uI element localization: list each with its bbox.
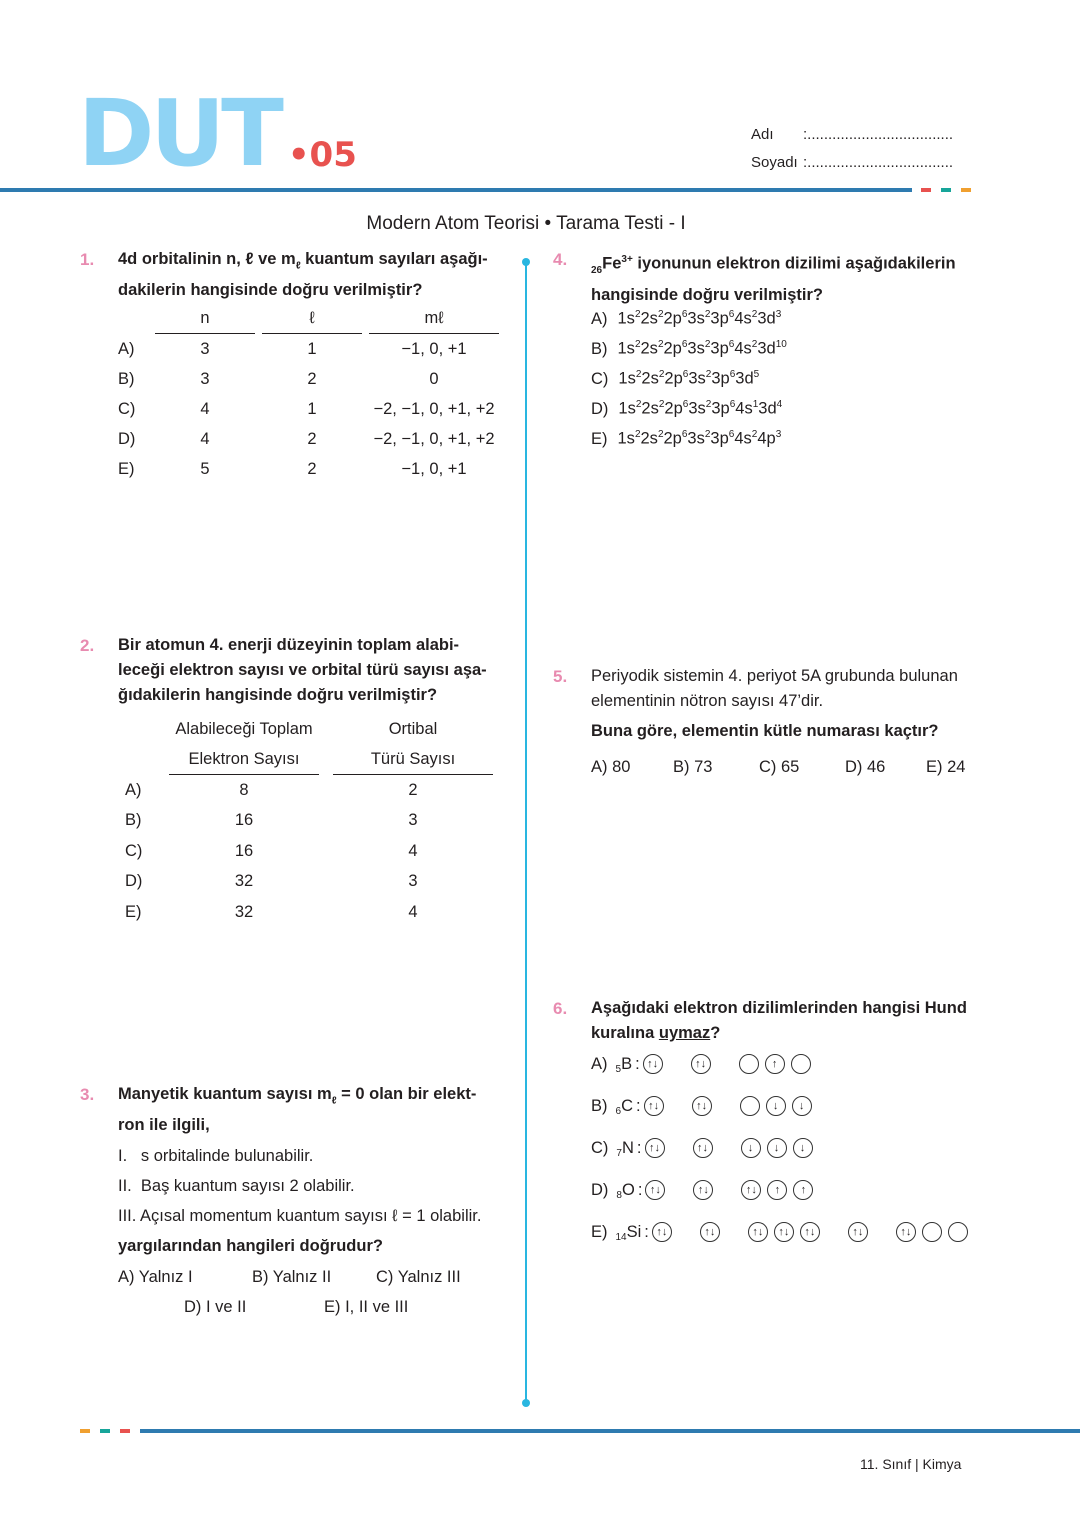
paired-orbital-icon: ↑↓ xyxy=(692,1096,712,1116)
orbital-term: 3s xyxy=(688,369,706,388)
table-cell: B) xyxy=(125,811,142,830)
option-e[interactable]: E) I, II ve III xyxy=(324,1298,409,1316)
electron-count: 10 xyxy=(775,339,787,350)
option-d[interactable] xyxy=(591,390,787,420)
option-label: E) xyxy=(591,429,608,448)
electron-count: 2 xyxy=(635,399,642,410)
colon: : xyxy=(636,1138,642,1157)
table-row[interactable] xyxy=(125,867,493,898)
table-row[interactable] xyxy=(118,424,499,454)
option-a[interactable]: A) 80 xyxy=(591,758,631,776)
electron-count: 2 xyxy=(705,369,712,380)
electron-count: 2 xyxy=(704,309,711,320)
option-label: D) xyxy=(591,399,609,418)
orbital-term: 4s xyxy=(734,429,752,448)
paired-orbital-icon: ↑↓ xyxy=(748,1222,768,1242)
top-rule xyxy=(0,188,912,192)
q-text: ron ile ilgili, xyxy=(118,1116,210,1135)
electron-count: 6 xyxy=(682,399,689,410)
spin-down-orbital-icon: ↓ xyxy=(767,1138,787,1158)
table-cell: 4 xyxy=(408,902,418,921)
paired-orbital-icon: ↑↓ xyxy=(700,1222,720,1242)
electron-count: 6 xyxy=(728,339,735,350)
q-line: Bir atomun 4. enerji düzeyinin toplam alabi- xyxy=(118,636,460,654)
table-cell: 3 xyxy=(200,339,210,358)
electron-count: 3 xyxy=(775,309,782,320)
col-header: n xyxy=(155,303,255,334)
dash xyxy=(120,1429,130,1433)
q-text: kuralına xyxy=(591,1024,659,1042)
table-cell: E) xyxy=(125,902,142,921)
option-e[interactable] xyxy=(591,1211,974,1253)
table-cell: 2 xyxy=(307,429,317,448)
electron-count: 3 xyxy=(775,429,782,440)
table-row[interactable] xyxy=(125,806,493,837)
bottom-rule xyxy=(140,1429,1080,1433)
empty-orbital-icon xyxy=(739,1054,759,1074)
orbital-term: 2p xyxy=(664,399,683,418)
orbital-term: 1s xyxy=(617,339,635,358)
orbital-term: 3d xyxy=(735,369,754,388)
table-row[interactable] xyxy=(125,775,493,806)
orbital-term: 3p xyxy=(710,309,729,328)
electron-count: 6 xyxy=(681,339,688,350)
table-cell: D) xyxy=(125,872,143,891)
orbital-term: 2s xyxy=(640,429,658,448)
empty-orbital-icon xyxy=(948,1222,968,1242)
option-b[interactable]: B) 73 xyxy=(673,758,713,776)
orbital-term: 3s xyxy=(687,429,705,448)
table-cell: 16 xyxy=(234,811,254,830)
paired-orbital-icon: ↑↓ xyxy=(896,1222,916,1242)
orbital-term: 3s xyxy=(687,309,705,328)
option-a[interactable] xyxy=(591,300,787,330)
table-row[interactable] xyxy=(118,364,499,394)
paired-orbital-icon: ↑↓ xyxy=(645,1180,665,1200)
table-cell: C) xyxy=(125,841,143,860)
table-row[interactable] xyxy=(125,897,493,928)
table-row[interactable] xyxy=(118,334,499,364)
table-cell: D) xyxy=(118,429,136,448)
table-cell: 8 xyxy=(239,780,249,799)
orbital-term: 2s xyxy=(640,309,658,328)
atomic-number: 6 xyxy=(615,1106,622,1117)
orbital-term: 2s xyxy=(640,339,658,358)
q-text: hangisinde doğru verilmiştir? xyxy=(591,285,823,304)
table-cell: 1 xyxy=(307,339,317,358)
q-text: kuantum sayıları aşağı- xyxy=(300,250,488,268)
orbital-term: 3s xyxy=(688,399,706,418)
table-row[interactable] xyxy=(118,394,499,424)
electron-count: 2 xyxy=(657,339,664,350)
table-cell: −2, −1, 0, +1, +2 xyxy=(373,429,495,448)
empty-orbital-icon xyxy=(740,1096,760,1116)
orbital-term: 1s xyxy=(618,399,636,418)
footer-label: 11. Sınıf | Kimya xyxy=(860,1456,962,1472)
q-ask: yargılarından hangileri doğrudur? xyxy=(118,1237,383,1256)
col-header: Elektron Sayısı xyxy=(169,744,319,775)
table-cell: 4 xyxy=(200,429,210,448)
q-text: dakilerin hangisinde doğru verilmiştir? xyxy=(118,281,423,300)
electron-count: 2 xyxy=(658,399,665,410)
q-line: ğıdakilerin hangisinde doğru verilmiştir? xyxy=(118,686,438,704)
orbital-term: 3d xyxy=(758,399,777,418)
option-a[interactable] xyxy=(591,1043,974,1085)
orbital-term: 1s xyxy=(617,309,635,328)
electron-count: 2 xyxy=(751,429,758,440)
q-text: = 0 olan bir elekt- xyxy=(336,1085,477,1103)
surname-label: Soyadı xyxy=(751,154,798,171)
q-text: Manyetik kuantum sayısı m xyxy=(118,1085,332,1103)
orbital-term: 3p xyxy=(711,399,730,418)
electron-count: 2 xyxy=(751,309,758,320)
spin-down-orbital-icon: ↓ xyxy=(793,1138,813,1158)
element-symbol: O xyxy=(621,1180,635,1199)
table-cell: −1, 0, +1 xyxy=(401,459,467,478)
table-cell: −2, −1, 0, +1, +2 xyxy=(373,399,495,418)
orbital-term: 4p xyxy=(757,429,776,448)
table-cell: 2 xyxy=(408,780,418,799)
paired-orbital-icon: ↑↓ xyxy=(848,1222,868,1242)
paired-orbital-icon: ↑↓ xyxy=(774,1222,794,1242)
paired-orbital-icon: ↑↓ xyxy=(741,1180,761,1200)
option-label: C) xyxy=(591,369,609,388)
orbital-term: 3p xyxy=(710,339,729,358)
option-label: E) xyxy=(591,1222,608,1241)
paired-orbital-icon: ↑↓ xyxy=(652,1222,672,1242)
electron-count: 6 xyxy=(729,399,736,410)
table-cell: 3 xyxy=(408,872,418,891)
question-5-text xyxy=(591,664,1001,744)
orbital-term: 4s xyxy=(735,399,753,418)
col-header: Türü Sayısı xyxy=(333,744,493,775)
electron-count: 6 xyxy=(681,429,688,440)
paired-orbital-icon: ↑↓ xyxy=(693,1138,713,1158)
table-cell: B) xyxy=(118,369,135,388)
col-header: mℓ xyxy=(369,303,499,334)
atomic-number: 7 xyxy=(616,1148,622,1159)
q-line: Aşağıdaki elektron dizilimlerinden hangisi Hund xyxy=(591,999,967,1017)
electron-count: 6 xyxy=(729,369,736,380)
option-c[interactable]: C) Yalnız III xyxy=(376,1268,461,1286)
spin-down-orbital-icon: ↓ xyxy=(792,1096,812,1116)
table-cell: C) xyxy=(118,399,136,418)
spin-down-orbital-icon: ↓ xyxy=(766,1096,786,1116)
table-cell: 2 xyxy=(307,369,317,388)
question-1-text xyxy=(118,247,513,303)
table-cell: A) xyxy=(125,780,142,799)
option-e[interactable] xyxy=(591,420,787,450)
paired-orbital-icon: ↑↓ xyxy=(691,1054,711,1074)
statement: I. s orbitalinde bulunabilir. xyxy=(118,1147,314,1166)
electron-count: 6 xyxy=(682,369,689,380)
electron-count: 2 xyxy=(751,339,758,350)
table-cell: 3 xyxy=(200,369,210,388)
option-label: A) xyxy=(591,309,608,328)
paired-orbital-icon: ↑↓ xyxy=(693,1180,713,1200)
q-text: ? xyxy=(710,1024,721,1042)
col-header: ℓ xyxy=(262,303,362,334)
option-d[interactable]: D) 46 xyxy=(845,758,886,776)
option-b[interactable] xyxy=(591,1085,974,1127)
question-number: 6. xyxy=(553,999,568,1018)
question-6-text xyxy=(591,996,1001,1046)
page-title: Modern Atom Teorisi • Tarama Testi - I xyxy=(366,213,686,234)
paired-orbital-icon: ↑↓ xyxy=(643,1054,663,1074)
q-underlined: uymaz xyxy=(658,1024,711,1042)
spin-up-orbital-icon: ↑ xyxy=(765,1054,785,1074)
empty-orbital-icon xyxy=(791,1054,811,1074)
electron-count: 2 xyxy=(658,369,665,380)
option-a[interactable]: A) Yalnız I xyxy=(118,1268,193,1286)
element-symbol: B xyxy=(621,1054,633,1073)
logo: DUT xyxy=(78,80,280,187)
table-cell: 32 xyxy=(234,872,254,891)
colon: : xyxy=(644,1222,649,1241)
question-number: 5. xyxy=(553,667,568,686)
dash xyxy=(80,1429,90,1433)
option-d[interactable]: D) I ve II xyxy=(184,1298,247,1316)
orbital-term: 3s xyxy=(687,339,705,358)
q-ask: Buna göre, elementin kütle numarası kaçtır? xyxy=(591,722,939,740)
question-number: 3. xyxy=(80,1085,95,1104)
dash xyxy=(100,1429,110,1433)
table-cell: A) xyxy=(118,339,135,358)
orbital-term: 1s xyxy=(617,429,635,448)
electron-count: 2 xyxy=(657,429,664,440)
element-symbol: C xyxy=(621,1096,633,1115)
option-label: A) xyxy=(591,1054,608,1073)
spin-up-orbital-icon: ↑ xyxy=(793,1180,813,1200)
q-sub: ℓ xyxy=(295,260,301,272)
question-2-table xyxy=(111,714,507,928)
option-label: B) xyxy=(591,339,608,358)
element-symbol: N xyxy=(621,1138,634,1157)
orbital-term: 4s xyxy=(734,309,752,328)
dash xyxy=(941,188,951,192)
name-label: Adı xyxy=(751,126,774,143)
table-cell: 5 xyxy=(200,459,210,478)
question-6-options xyxy=(591,1043,974,1253)
question-4-options xyxy=(591,300,787,450)
q-text: 4d orbitalinin n, ℓ ve m xyxy=(118,250,296,268)
table-row[interactable] xyxy=(118,454,499,484)
option-label: B) xyxy=(591,1096,608,1115)
electron-count: 5 xyxy=(753,369,760,380)
statement: II. Baş kuantum sayısı 2 olabilir. xyxy=(118,1177,355,1196)
table-cell: 32 xyxy=(234,902,254,921)
divider-dot xyxy=(522,258,530,266)
electron-count: 2 xyxy=(657,309,664,320)
atomic-number: 26 xyxy=(591,264,603,276)
electron-count: 6 xyxy=(728,429,735,440)
option-d[interactable] xyxy=(591,1169,974,1211)
paired-orbital-icon: ↑↓ xyxy=(644,1096,664,1116)
electron-count: 4 xyxy=(776,399,783,410)
option-label: C) xyxy=(591,1138,609,1157)
statement: III. Açısal momentum kuantum sayısı ℓ = 1 olabilir. xyxy=(118,1207,482,1226)
atomic-number: 8 xyxy=(616,1190,622,1201)
electron-count: 6 xyxy=(728,309,735,320)
dash xyxy=(921,188,931,192)
orbital-term: 2s xyxy=(641,369,659,388)
table-cell: 3 xyxy=(408,811,418,830)
empty-orbital-icon xyxy=(922,1222,942,1242)
paired-orbital-icon: ↑↓ xyxy=(645,1138,665,1158)
electron-count: 2 xyxy=(634,339,641,350)
orbital-term: 3d xyxy=(757,339,776,358)
option-e[interactable]: E) 24 xyxy=(926,758,966,776)
column-divider xyxy=(525,262,527,1404)
electron-count: 2 xyxy=(634,429,641,440)
surname-field[interactable]: :................................... xyxy=(803,154,954,171)
orbital-term: 2p xyxy=(663,339,682,358)
atomic-number: 14 xyxy=(615,1232,627,1243)
question-number: 1. xyxy=(80,250,95,269)
q-line: leceği elektron sayısı ve orbital türü sayısı aşa- xyxy=(118,661,487,679)
orbital-term: 2p xyxy=(663,429,682,448)
electron-count: 2 xyxy=(704,429,711,440)
dash xyxy=(961,188,971,192)
orbital-term: 3p xyxy=(710,429,729,448)
question-number: 2. xyxy=(80,636,95,655)
question-4-text xyxy=(591,247,1001,308)
q-line: Periyodik sistemin 4. periyot 5A grubunda bulunan xyxy=(591,667,958,685)
option-c[interactable] xyxy=(591,1127,974,1169)
q-line: elementinin nötron sayısı 47’dir. xyxy=(591,692,824,710)
divider-dot xyxy=(522,1399,530,1407)
q-text: iyonunun elektron dizilimi aşağıdakilerin xyxy=(632,254,956,273)
table-cell: 1 xyxy=(307,399,317,418)
element: Fe xyxy=(602,254,622,273)
option-label: D) xyxy=(591,1180,609,1199)
table-cell: −1, 0, +1 xyxy=(401,339,467,358)
electron-count: 2 xyxy=(634,309,641,320)
col-header: Ortibal xyxy=(388,719,438,738)
col-header: Alabileceği Toplam xyxy=(175,719,313,738)
question-2-text xyxy=(118,633,513,708)
table-cell: E) xyxy=(118,459,135,478)
electron-count: 6 xyxy=(681,309,688,320)
electron-count: 2 xyxy=(704,339,711,350)
question-1-table xyxy=(111,303,506,484)
table-cell: 4 xyxy=(200,399,210,418)
table-cell: 0 xyxy=(429,369,439,388)
electron-count: 1 xyxy=(752,399,759,410)
colon: : xyxy=(637,1180,643,1199)
orbital-term: 3d xyxy=(757,309,776,328)
spin-up-orbital-icon: ↑ xyxy=(767,1180,787,1200)
orbital-term: 2p xyxy=(664,369,683,388)
question-number: 4. xyxy=(553,250,568,269)
table-cell: 4 xyxy=(408,841,418,860)
table-row[interactable] xyxy=(125,836,493,867)
option-b[interactable]: B) Yalnız II xyxy=(252,1268,332,1286)
logo-group xyxy=(78,80,357,187)
spin-down-orbital-icon: ↓ xyxy=(741,1138,761,1158)
q-sub: ℓ xyxy=(331,1095,337,1107)
option-c[interactable] xyxy=(591,360,787,390)
orbital-term: 2p xyxy=(663,309,682,328)
electron-count: 2 xyxy=(635,369,642,380)
charge: 3+ xyxy=(621,254,633,265)
paired-orbital-icon: ↑↓ xyxy=(800,1222,820,1242)
orbital-term: 4s xyxy=(734,339,752,358)
table-cell: 16 xyxy=(234,841,254,860)
orbital-term: 2s xyxy=(641,399,659,418)
test-number: •05 xyxy=(287,135,357,175)
name-field[interactable]: :................................... xyxy=(803,126,954,143)
orbital-term: 3p xyxy=(711,369,730,388)
electron-count: 2 xyxy=(705,399,712,410)
colon: : xyxy=(635,1054,640,1073)
table-cell: 2 xyxy=(307,459,317,478)
option-c[interactable]: C) 65 xyxy=(759,758,800,776)
question-3-text xyxy=(118,1082,518,1261)
orbital-term: 1s xyxy=(618,369,636,388)
colon: : xyxy=(635,1096,641,1115)
atomic-number: 5 xyxy=(615,1064,622,1075)
element-symbol: Si xyxy=(626,1222,642,1241)
option-b[interactable] xyxy=(591,330,787,360)
